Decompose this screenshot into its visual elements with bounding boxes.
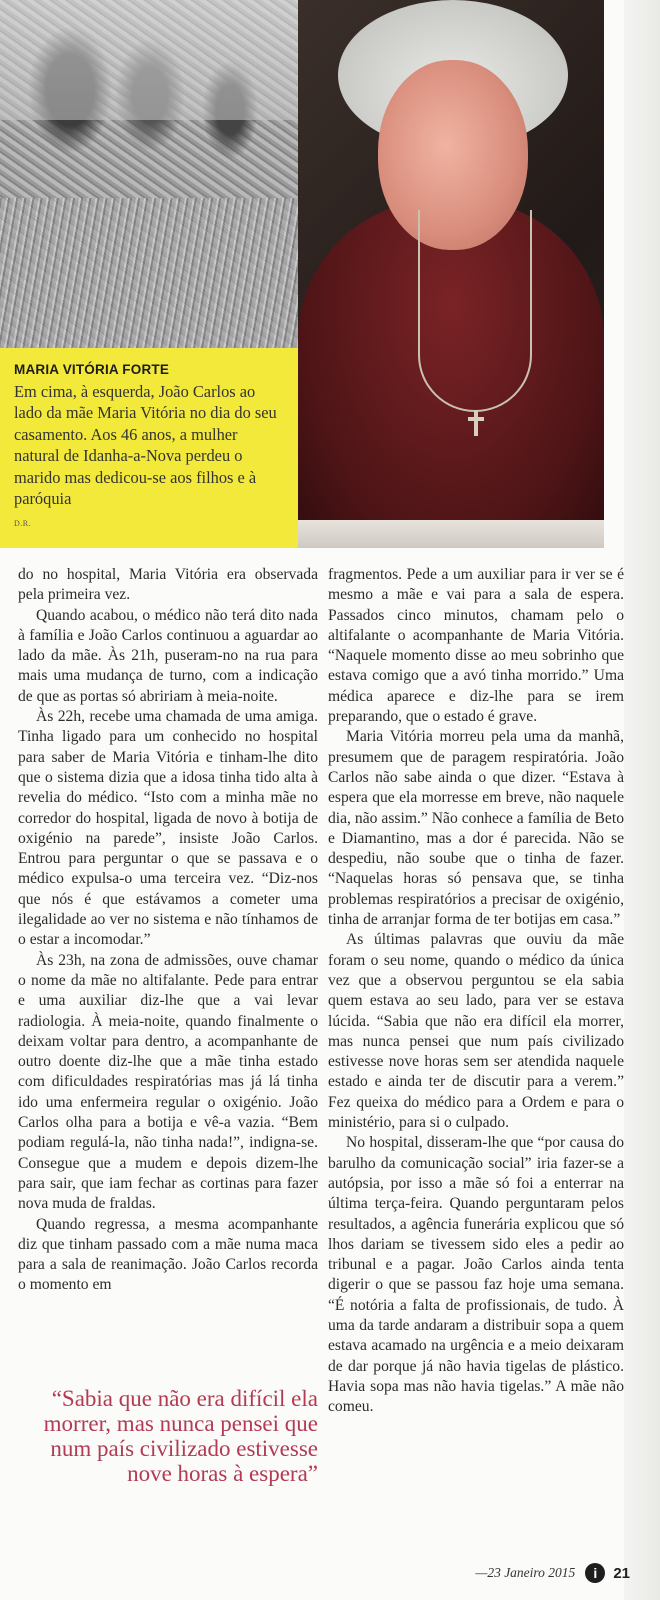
paragraph: Às 23h, na zona de admissões, ouve chamar o nome da mãe no altifalante. Pede para entrar e uma auxiliar diz-lhe que a vai levar radiologia. À meia-noite, quando finalmente o deixam voltar para dentro, a acompanhante de outro doente diz-lhe que a mãe tinha estado com dificuldades respiratórias mas já lá tinha ido uma enfermeira regular o oxigénio. João Carlos olha para a botija e vê-a vazia. “Bem podiam regulá-la, não tinha nada!”, indigna-se. Consegue que a mudem e depois dizem-lhe para sair, que iam fechar as cortinas para fazer nova muda de fraldas. xyxy=(18,951,318,1213)
issue-date: —23 Janeiro 2015 xyxy=(475,1565,576,1580)
newspaper-logo-icon: i xyxy=(585,1563,605,1583)
portrait-cloth xyxy=(298,520,604,548)
article-column-2 xyxy=(328,565,624,1417)
paragraph: Maria Vitória morreu pela uma da manhã, presumem que de paragem respiratória. João Carlos não sabe ainda o que dizer. “Estava à espera que ela morresse em breve, não naquele dia, não assim.” Não conhece a família de Beto e Diamantino, mas a dor é parecida. Não se despediu, não soube que o tinha de fazer. “Naquelas horas só pensava que, se tinha problemas respiratórios a precisar de oxigénio, tinha de arranjar forma de ter botijas em casa.” xyxy=(328,728,624,929)
cross-pendant-icon xyxy=(468,410,484,436)
page-footer xyxy=(420,1562,630,1584)
paragraph: No hospital, disseram-lhe que “por causa do barulho da comunicação social” iria fazer-se a autópsia, por isso a mãe só foi a enterrar na última terça-feira. Quando perguntaram pelos resultados, a agência funerária explicou que só lhos dariam se tivessem sido eles a pedir ao tribunal e a pagar. João Carlos ainda tenta digerir o que se passou faz hoje uma semana. “É notória a falta de profissionais, de tudo. À uma da tarde andaram a distribuir sopa a quem estava acamado na urgência e a meio deixaram de dar porque já não havia tigelas de plástico. Havia sopa mas não havia tigelas.” A mãe não comeu. xyxy=(328,1134,624,1416)
photo-sky xyxy=(0,0,298,120)
paragraph: Às 22h, recebe uma chamada de uma amiga. Tinha ligado para um conhecido no hospital para saber de Maria Vitória e tinham-lhe dito que o sistema dizia que a idosa tinha tido alta à revelia do médico. “Isto com a minha mãe no corredor do hospital, ligada de novo à botija de oxigénio na parede”, insiste João Carlos. Entrou para perguntar o que se passava e o médico expulsa-o uma terceira vez. “Diz-nos que nós é que estávamos a cometer uma ilegalidade ao ver no sistema e não tínhamos de o estar a incomodar.” xyxy=(18,708,318,949)
caption-title: MARIA VITÓRIA FORTE xyxy=(14,362,170,377)
paragraph: As últimas palavras que ouviu da mãe foram o seu nome, quando o médico da única vez que a observou perguntou se ela sabia quem estava ao seu lado, para ver se estava lúcida. “Sabia que não era difícil ela morrer, mas nunca pensei que num país civilizado estivesse nove horas sem ser atendida naquele estado e ainda ter de discutir para a verem.” Fez queixa do médico para a Ordem e para o ministério, para si o culpado. xyxy=(328,931,624,1132)
pull-quote: “Sabia que não era difícil ela morrer, mas nunca pensei que num país civilizado estivesse nove horas à espera” xyxy=(43,1386,318,1486)
page-edge xyxy=(624,0,660,1600)
paragraph: Quando acabou, o médico não terá dito nada à família e João Carlos continuou a aguardar ao lado da mãe. Às 21h, puseram-no na rua para mais uma mudança de turno, com a indicação de que as portas só abririam à meia-noite. xyxy=(18,606,318,705)
wedding-photo xyxy=(0,0,298,348)
article-column-1 xyxy=(18,565,318,1296)
photo-credit: D.R. xyxy=(14,519,32,529)
page-number: 21 xyxy=(613,1564,630,1582)
photo-caption xyxy=(0,348,298,548)
portrait-photo xyxy=(298,0,604,548)
photo-ground xyxy=(0,198,298,348)
paragraph: do no hospital, Maria Vitória era observada pela primeira vez. xyxy=(18,566,318,604)
caption-text: Em cima, à esquerda, João Carlos ao lado da mãe Maria Vitória no dia do seu casamento. Aos 46 anos, a mulher natural de Idanha-a-Nova perdeu o marido mas dedicou-se aos filhos e à paróquia xyxy=(14,382,277,509)
paragraph: fragmentos. Pede a um auxiliar para ir ver se é mesmo a mãe e vai para a sala de espera. Passados cinco minutos, chamam pelo o altifalante o acompanhante de Maria Vitória. “Naquele momento disse ao meu sobrinho que estava comigo que a avó tinha morrido.” Uma médica aparece e diz-lhe para se irem preparando, que o estado é grave. xyxy=(328,566,624,726)
necklace-chain xyxy=(418,210,532,412)
paragraph: Quando regressa, a mesma acompanhante diz que tinham passado com a mãe numa maca para a sala de reanimação. João Carlos recorda o momento em xyxy=(18,1215,318,1294)
